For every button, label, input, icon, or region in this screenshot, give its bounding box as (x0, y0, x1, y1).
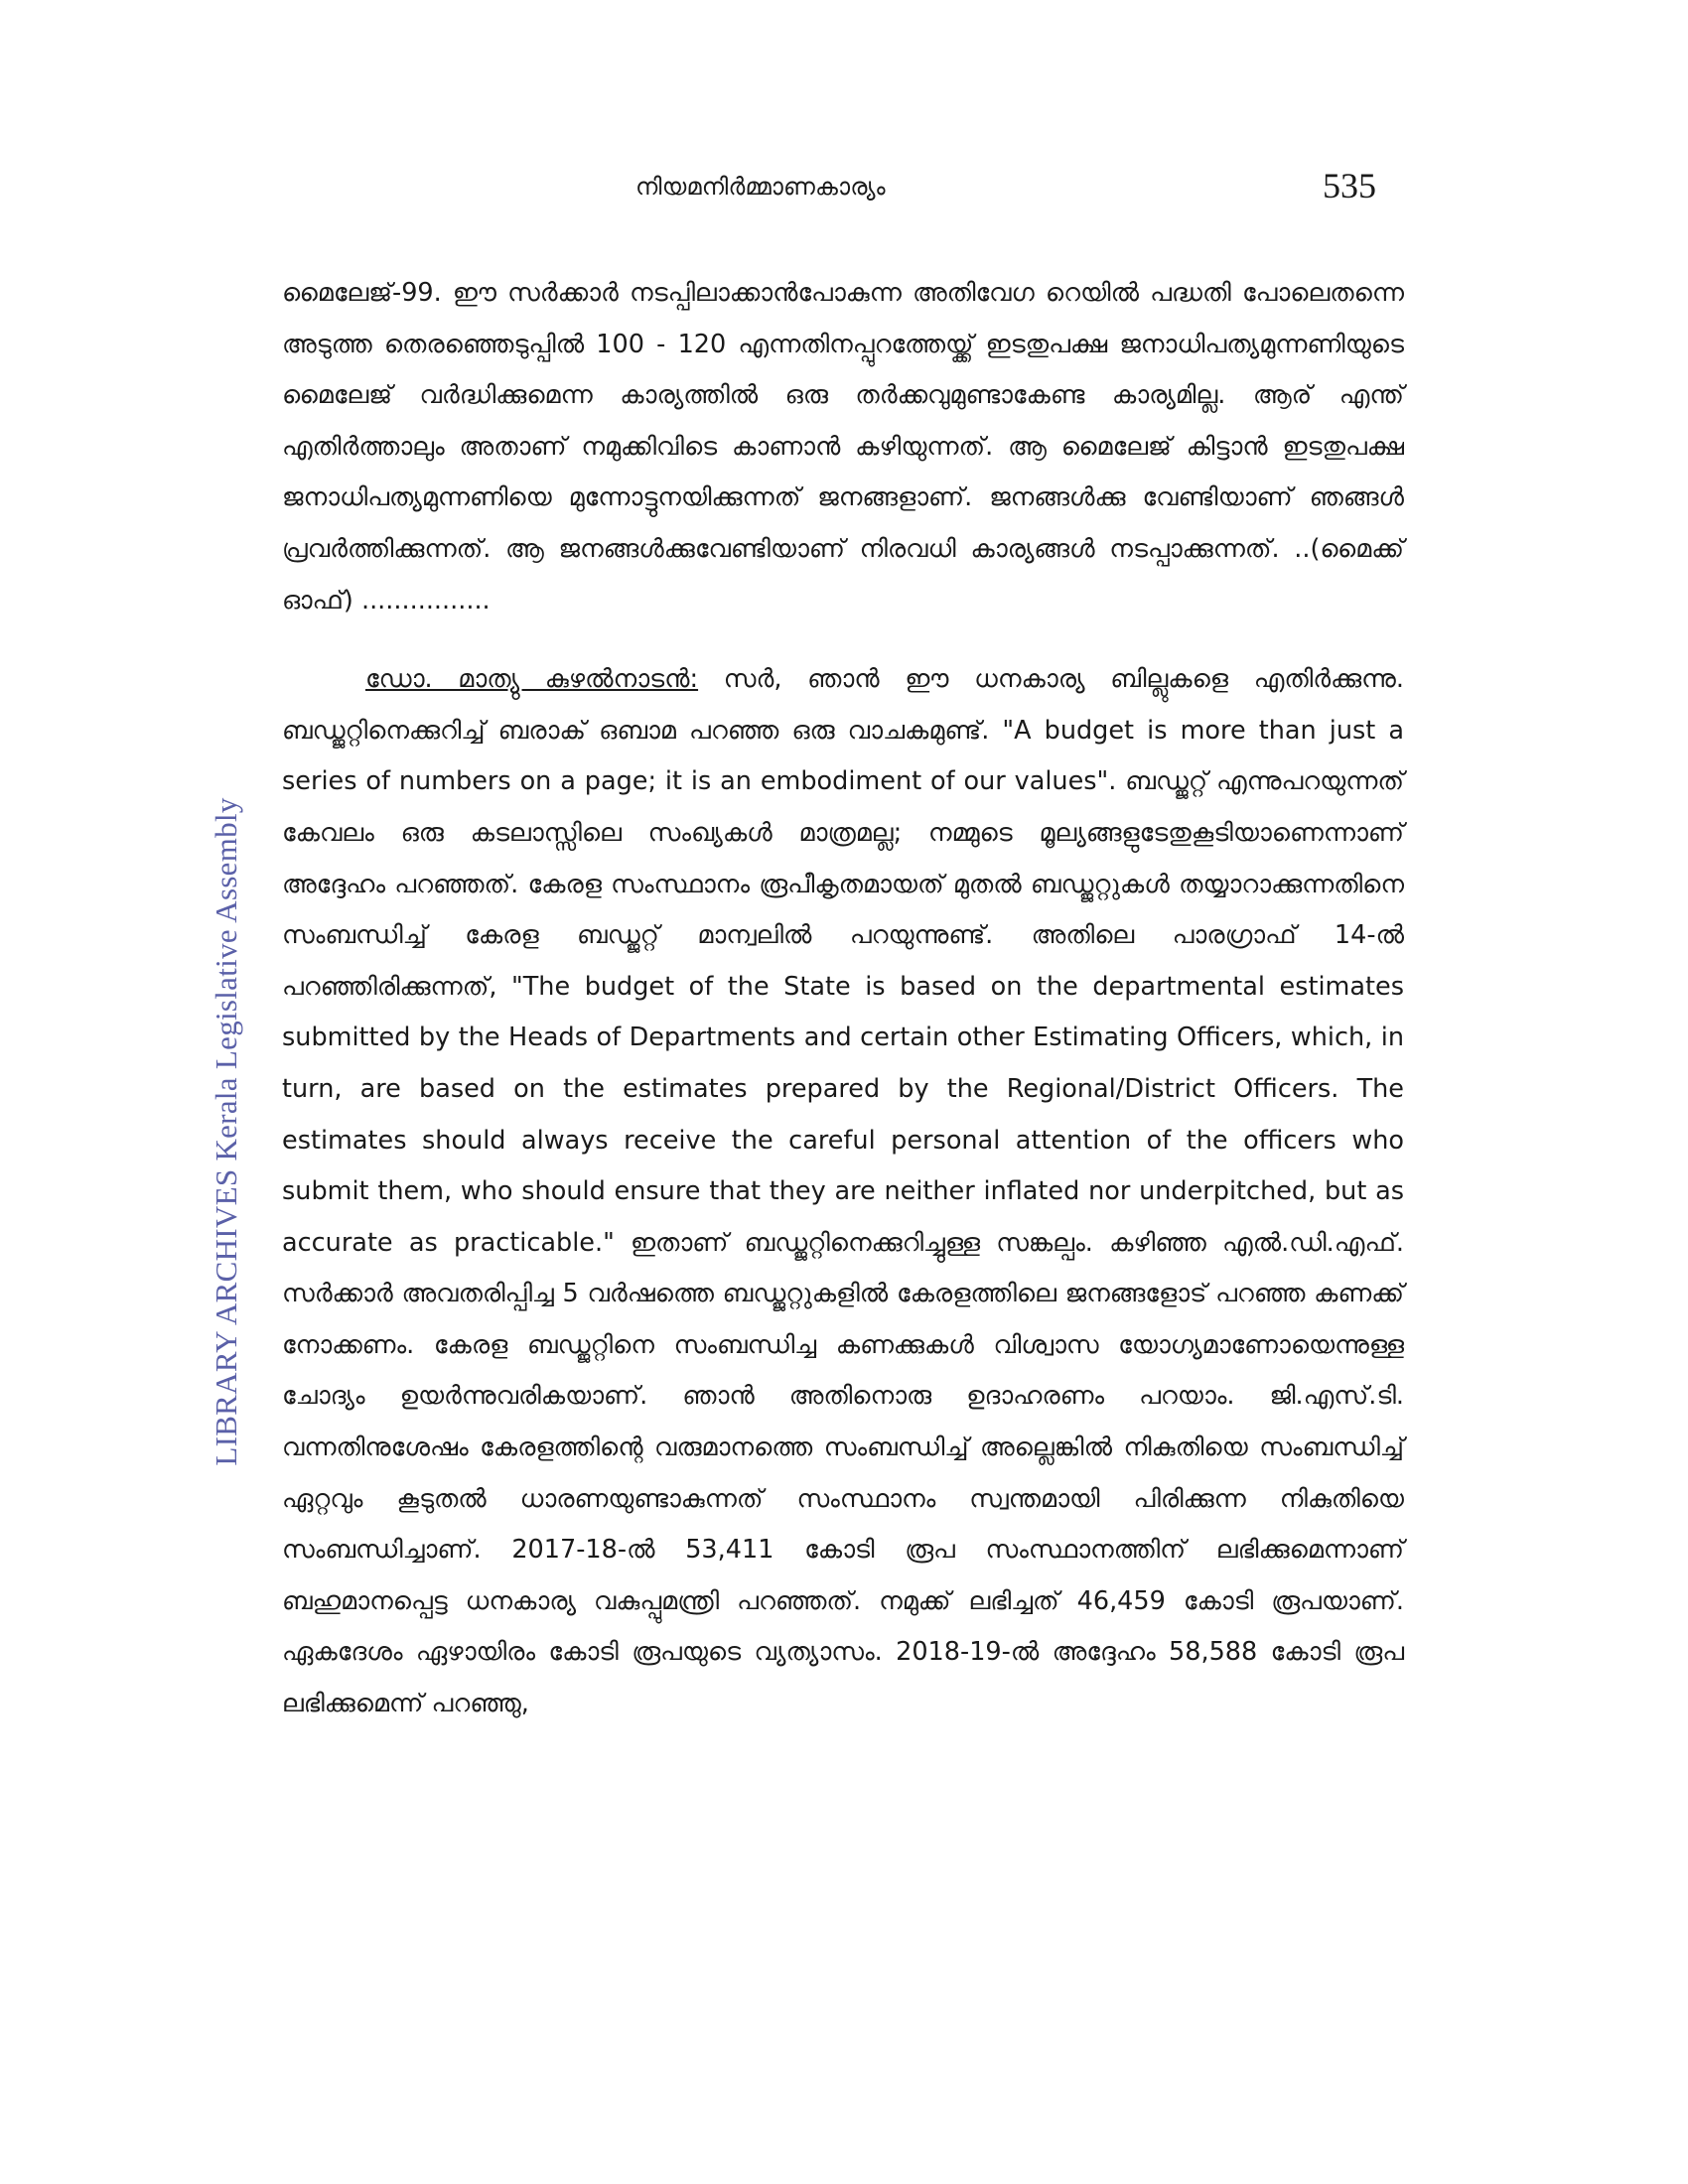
body-text (282, 268, 1404, 1730)
paragraph-1: മൈലേജ്-99. ഈ സർക്കാർ നടപ്പിലാക്കാൻപോകുന്ന അതിവേഗ റെയിൽ പദ്ധതി പോലെതന്നെ അടുത്ത തെരഞ്ഞെടുപ്പിൽ 100 - 120 എന്നതിനപ്പുറത്തേയ്ക്ക് ഇടതുപക്ഷ ജനാധിപത്യമുന്നണിയുടെ മൈലേജ് വർദ്ധിക്കുമെന്ന കാര്യത്തിൽ ഒരു തർക്കവുമുണ്ടാകേണ്ട കാര്യമില്ല. ആര് എന്ത് എതിർത്താലും അതാണ് നമുക്കിവിടെ കാണാൻ കഴിയുന്നത്. ആ മൈലേജ് കിട്ടാൻ ഇടതുപക്ഷ ജനാധിപത്യമുന്നണിയെ മുന്നോട്ടുനയിക്കുന്നത് ജനങ്ങളാണ്. ജനങ്ങൾക്കു വേണ്ടിയാണ് ഞങ്ങൾ പ്രവർത്തിക്കുന്നത്. ആ ജനങ്ങൾക്കുവേണ്ടിയാണ് നിരവധി കാര്യങ്ങൾ നടപ്പാക്കുന്നത്. ..(മൈക്ക് ഓഫ്) ................ (282, 278, 1404, 615)
archive-watermark: LIBRARY ARCHIVES Kerala Legislative Assembly (209, 797, 243, 1466)
paragraph-2 (282, 654, 1404, 1729)
speech-text: സർ, ഞാൻ ഈ ധനകാര്യ ബില്ലുകളെ എതിർക്കുന്നു. ബഡ്ജറ്റിനെക്കുറിച്ച് ബരാക് ഒബാമ പറഞ്ഞ ഒരു വാചകമുണ്ട്. "A budget is more than just a series of numbers on a page; it is an embodiment of our values". ബഡ്ജറ്റ് എന്നുപറയുന്നത് കേവലം ഒരു കടലാസ്സിലെ സംഖ്യകൾ മാത്രമല്ല; നമ്മുടെ മൂല്യങ്ങളുടേതുകൂടിയാണെന്നാണ് അദ്ദേഹം പറഞ്ഞത്. കേരള സംസ്ഥാനം രൂപീകൃതമായത് മുതൽ ബഡ്ജറ്റുകൾ തയ്യാറാക്കുന്നതിനെ സംബന്ധിച്ച് കേരള ബഡ്ജറ്റ് മാന്വലിൽ പറയുന്നുണ്ട്. അതിലെ പാരഗ്രാഫ് 14-ൽ പറഞ്ഞിരിക്കുന്നത്, "The budget of the State is based on the departmental estimates submitted by the Heads of Departments and certain other Estimating Officers, which, in turn, are based on the estimates prepared by the Regional/District Officers. The estimates should always receive the careful personal attention of the officers who submit them, who should ensure that they are neither inflated nor underpitched, but as accurate as practicable." ഇതാണ് ബഡ്ജറ്റിനെക്കുറിച്ചുള്ള സങ്കല്പം. കഴിഞ്ഞ എൽ.ഡി.എഫ്. സർക്കാർ അവതരിപ്പിച്ച 5 വർഷത്തെ ബഡ്ജറ്റുകളിൽ കേരളത്തിലെ ജനങ്ങളോട് പറഞ്ഞ കണക്ക് നോക്കണം. കേരള ബഡ്ജറ്റിനെ സംബന്ധിച്ച കണക്കുകൾ വിശ്വാസ യോഗ്യമാണോയെന്നുള്ള ചോദ്യം ഉയർന്നുവരികയാണ്. ഞാൻ അതിനൊരു ഉദാഹരണം പറയാം. ജി.എസ്.ടി. വന്നതിനുശേഷം കേരളത്തിന്റെ വരുമാനത്തെ സംബന്ധിച്ച് അല്ലെങ്കിൽ നികുതിയെ സംബന്ധിച്ച് ഏറ്റവും കൂടുതൽ ധാരണയുണ്ടാകുന്നത് സംസ്ഥാനം സ്വന്തമായി പിരിക്കുന്ന നികുതിയെ സംബന്ധിച്ചാണ്. 2017-18-ൽ 53,411 കോടി രൂപ സംസ്ഥാനത്തിന് ലഭിക്കുമെന്നാണ് ബഹുമാനപ്പെട്ട ധനകാര്യ വകുപ്പുമന്ത്രി പറഞ്ഞത്. നമുക്ക് ലഭിച്ചത് 46,459 കോടി രൂപയാണ്. ഏകദേശം ഏഴായിരം കോടി രൂപയുടെ വ്യത്യാസം. 2018-19-ൽ അദ്ദേഹം 58,588 കോടി രൂപ ലഭിക്കുമെന്ന് പറഞ്ഞു, (282, 664, 1404, 1719)
speaker-name: ഡോ. മാത്യു കുഴൽനാടൻ: (365, 664, 699, 695)
running-header (0, 167, 1688, 206)
page-number: 535 (1323, 166, 1376, 205)
header-title: നിയമനിർമ്മാണകാര്യം (635, 173, 886, 201)
